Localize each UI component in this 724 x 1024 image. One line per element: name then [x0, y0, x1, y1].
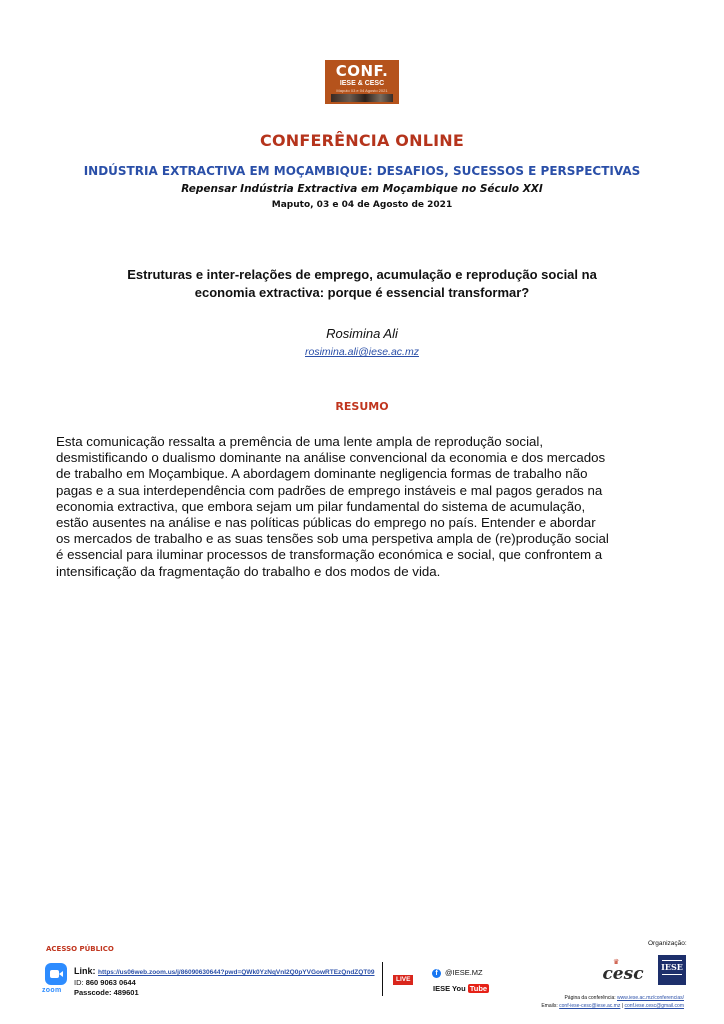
zoom-link-label: Link:	[74, 966, 96, 976]
live-badge: LIVE	[393, 975, 413, 985]
paper-title	[0, 266, 724, 302]
footer-divider	[382, 962, 383, 996]
conference-title: CONFERÊNCIA ONLINE	[260, 131, 464, 150]
logo-title: CONF.	[335, 62, 389, 80]
author-email-link[interactable]: rosimina.ali@iese.ac.mz	[305, 346, 419, 358]
conference-subtitle: INDÚSTRIA EXTRACTIVA EM MOÇAMBIQUE: DESAFIOS, SUCESSOS E PERSPECTIVAS	[83, 164, 641, 178]
conference-logo	[325, 60, 399, 104]
abstract-text: Esta comunicação ressalta a premência de uma lente ampla de reprodução social, desmistificando o dualismo dominante na análise convencional da economia e dos mercados de trabalho em Moçambique. A abordagem dominante negligencia formas de trabalho não pagas e a sua interdependência com padrões de emprego instáveis e mal pagos gerados na economia extractiva, que embora sejam um pilar fundamental do sistema de acumulação, estão ausentes na análise e nas políticas públicas do emprego no país. Entender e abordar os mercados de trabalho e as suas tensões sob uma perspetiva ampla de (re)produção social é essencial para iluminar processos de transformação económica e social, que confrontem a intensificação da fragmentação do trabalho e dos modos de vida.	[56, 434, 609, 579]
zoom-id-label: ID:	[74, 978, 84, 987]
youtube-icon: Tube	[469, 984, 488, 993]
emails-row	[480, 1003, 684, 1009]
facebook-handle[interactable]: @IESE.MZ	[445, 968, 483, 977]
zoom-id-value: 860 9063 0644	[85, 978, 136, 987]
logo-dates: Maputo 03 e 04 Agosto 2021	[336, 88, 388, 93]
paper-title-line-2: economia extractiva: porque é essencial transformar?	[194, 285, 530, 300]
zoom-link[interactable]: https://us06web.zoom.us/j/86090630644?pwd=QWk0YzNqVnI2Q0pYVGowRTEzQndZQT09	[98, 969, 375, 976]
email-link-2[interactable]: conf.iese.cesc@gmail.com	[624, 1003, 684, 1009]
conference-date: Maputo, 03 e 04 de Agosto de 2021	[271, 200, 453, 210]
email-separator: |	[621, 1003, 624, 1009]
cesc-wordmark: cesc	[602, 964, 644, 984]
zoom-icon	[45, 963, 67, 985]
youtube-prefix: IESE You	[433, 984, 466, 993]
zoom-passcode-row	[74, 988, 139, 997]
facebook-icon: f	[432, 969, 441, 978]
cesc-logo	[601, 958, 645, 984]
organization-label: Organização:	[648, 940, 687, 947]
logo-subtitle: IESE & CESC	[339, 80, 385, 87]
crown-icon: ♛	[613, 959, 619, 966]
zoom-wordmark: zoom	[42, 987, 62, 994]
resumo-heading: RESUMO	[335, 400, 389, 413]
conference-theme: Repensar Indústria Extractiva em Moçambique no Século XXI	[181, 183, 543, 195]
conference-page-row	[520, 995, 684, 1001]
zoom-id-row	[74, 978, 136, 987]
public-access-label: ACESSO PÚBLICO	[46, 945, 114, 953]
zoom-passcode-label: Passcode:	[74, 988, 112, 997]
conference-page-link[interactable]: www.iese.ac.mz/conferencias/	[617, 995, 684, 1001]
email-link-1[interactable]: conf-iese-cesc@iese.ac.mz	[559, 1003, 621, 1009]
logo-photo	[331, 94, 393, 102]
iese-wordmark: IESE	[661, 962, 683, 972]
zoom-link-row	[74, 966, 375, 976]
zoom-passcode-value: 489601	[113, 988, 139, 997]
youtube-channel[interactable]	[433, 984, 489, 993]
iese-logo	[658, 955, 686, 985]
author-name: Rosimina Ali	[326, 326, 398, 341]
emails-label: Emails:	[541, 1003, 558, 1009]
paper-title-line-1: Estruturas e inter-relações de emprego, acumulação e reprodução social na	[127, 267, 597, 282]
conference-page-label: Página da conferência:	[564, 995, 616, 1001]
